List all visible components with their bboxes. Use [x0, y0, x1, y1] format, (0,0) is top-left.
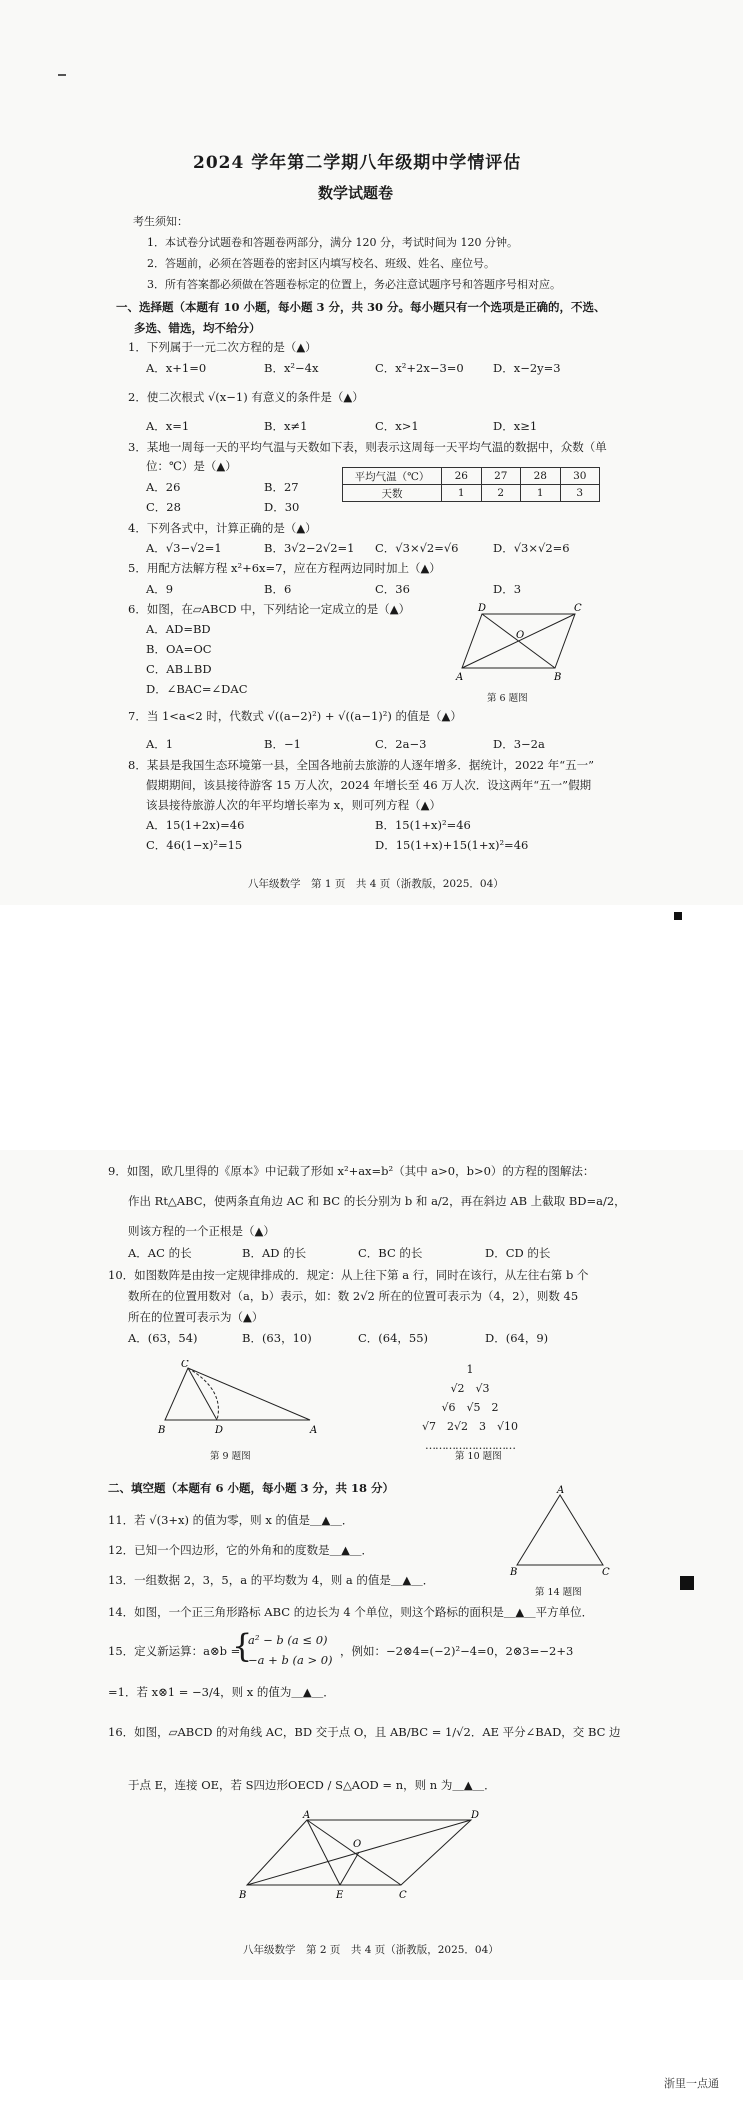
question-16: 16．如图，▱ABCD 的对角线 AC，BD 交于点 O，且 AB/BC = 1/√2．AE 平分∠BAD，交 BC 边	[108, 1725, 621, 1739]
option-a: A．x=1	[146, 419, 190, 433]
question-15: 15．定义新运算：a⊗b =	[108, 1644, 241, 1658]
option-d: D．3−2a	[493, 737, 545, 751]
page-title: 2024 学年第二学期八年级期中学情评估	[193, 153, 522, 173]
array-row: ………………………	[425, 1439, 515, 1452]
array-row: 1	[466, 1363, 474, 1376]
registration-mark	[680, 1576, 694, 1590]
option-b: B．OA=OC	[146, 642, 212, 656]
table-cell: 30	[560, 468, 600, 485]
option-a: A．√3−√2=1	[146, 541, 222, 555]
table-cell: 1	[521, 485, 561, 502]
question-8-cont: 该县接待旅游人次的年平均增长率为 x，则可列方程（▲）	[146, 798, 441, 812]
figure-caption: 第 10 题图	[455, 1451, 502, 1462]
option-a: A．x+1=0	[146, 361, 207, 375]
svg-text:B: B	[554, 672, 562, 683]
svg-text:D: D	[215, 1425, 224, 1436]
question-4: 4．下列各式中，计算正确的是（▲）	[128, 521, 317, 535]
svg-text:B: B	[510, 1567, 518, 1575]
question-11: 11．若 √(3+x) 的值为零，则 x 的值是＿▲＿．	[108, 1513, 354, 1527]
figure-q16-parallelogram	[235, 1810, 485, 1910]
page-2	[0, 1150, 743, 1980]
question-10-cont: 数所在的位置用数对（a，b）表示，如：数 2√2 所在的位置可表示为（4，2），则数 45	[128, 1289, 579, 1303]
option-b: B．6	[264, 582, 292, 596]
question-10: 10．如图数阵是由按一定规律排成的．规定：从上往下第 a 行，同时在该行，从左往右第 b 个	[108, 1268, 589, 1282]
option-b: B．x≠1	[264, 419, 308, 433]
option-a: A．15(1+2x)=46	[146, 818, 245, 832]
option-d: D．∠BAC=∠DAC	[146, 682, 248, 696]
svg-text:B: B	[239, 1890, 247, 1901]
array-row: √2 √3	[450, 1382, 490, 1395]
question-16-cont: 于点 E，连接 OE，若 S四边形OECD / S△AOD = n，则 n 为＿▲＿．	[128, 1778, 496, 1792]
option-c: C．36	[375, 582, 410, 596]
table-header: 天数	[343, 485, 442, 502]
option-d: D．CD 的长	[485, 1246, 551, 1260]
figure-q9-triangle	[155, 1360, 325, 1440]
option-d: D．3	[493, 582, 522, 596]
question-12: 12．已知一个四边形，它的外角和的度数是＿▲＿．	[108, 1543, 373, 1557]
option-b: B．(63，10)	[242, 1331, 312, 1345]
option-d: D．15(1+x)+15(1+x)²=46	[375, 838, 529, 852]
option-a: A．26	[146, 480, 181, 494]
option-a: A．(63，54)	[128, 1331, 198, 1345]
option-b: B．3√2−2√2=1	[264, 541, 355, 555]
figure-q10-number-array	[410, 1360, 530, 1455]
page-footer: 八年级数学 第 1 页 共 4 页（浙教版，2025．04）	[248, 878, 504, 890]
option-b: B．x²−4x	[264, 361, 319, 375]
option-d: D．30	[264, 500, 300, 514]
notice-item: 3．所有答案都必须做在答题卷标定的位置上，务必注意试题序号和答题序号相对应。	[147, 278, 561, 291]
option-b: B．AD 的长	[242, 1246, 307, 1260]
option-c: C．AB⊥BD	[146, 662, 212, 676]
svg-text:D: D	[471, 1810, 480, 1821]
option-d: D．x−2y=3	[493, 361, 561, 375]
table-cell: 3	[560, 485, 600, 502]
notice-item: 2．答题前，必须在答题卷的密封区内填写校名、班级、姓名、座位号。	[147, 257, 495, 270]
svg-text:A: A	[310, 1425, 318, 1436]
svg-text:C: C	[181, 1360, 189, 1370]
option-c: C．x²+2x−3=0	[375, 361, 464, 375]
section-heading: 一、选择题（本题有 10 小题，每小题 3 分，共 30 分。每小题只有一个选项是正确的，不选、	[116, 300, 606, 314]
registration-mark	[674, 912, 682, 920]
notice-heading: 考生须知：	[133, 215, 188, 228]
option-c: C．(64，55)	[358, 1331, 429, 1345]
option-d: D．x≥1	[493, 419, 538, 433]
notice-item: 1．本试卷分试题卷和答题卷两部分，满分 120 分，考试时间为 120 分钟。	[147, 236, 518, 249]
option-a: A．1	[146, 737, 174, 751]
table-cell: 26	[442, 468, 482, 485]
page-1	[0, 0, 743, 905]
option-d: D．(64，9)	[485, 1331, 549, 1345]
option-b: B．−1	[264, 737, 301, 751]
question-3-cont: 位：℃）是（▲）	[146, 459, 237, 473]
array-row: √7 2√2 3 √10	[421, 1420, 519, 1433]
svg-text:C: C	[399, 1890, 407, 1901]
option-c: C．√3×√2=√6	[375, 541, 459, 555]
option-d: D．√3×√2=6	[493, 541, 570, 555]
array-row: √6 √5 2	[441, 1401, 499, 1414]
temperature-table	[342, 467, 600, 502]
question-9: 9．如图，欧几里得的《原本》中记载了形如 x²+ax=b²（其中 a>0，b>0）的方程的图解法：	[108, 1164, 595, 1178]
question-9-cont: 则该方程的一个正根是（▲）	[128, 1224, 275, 1238]
table-cell: 28	[521, 468, 561, 485]
option-c: C．46(1−x)²=15	[146, 838, 243, 852]
option-c: C．BC 的长	[358, 1246, 423, 1260]
page-subtitle: 数学试题卷	[318, 184, 394, 202]
question-8-cont: 假期期间，该县接待游客 15 万人次，2024 年增长至 46 万人次．设这两年“五一”假期	[146, 778, 592, 792]
question-14: 14．如图，一个正三角形路标 ABC 的边长为 4 个单位，则这个路标的面积是＿▲＿平方单位．	[108, 1605, 594, 1619]
option-a: A．AD=BD	[146, 622, 211, 636]
option-c: C．x>1	[375, 419, 419, 433]
section-heading: 二、填空题（本题有 6 小题，每小题 3 分，共 18 分）	[108, 1481, 395, 1495]
figure-caption: 第 6 题图	[487, 693, 528, 704]
option-a: A．AC 的长	[128, 1246, 192, 1260]
svg-text:O: O	[516, 630, 525, 641]
svg-text:C: C	[602, 1567, 610, 1575]
svg-text:B: B	[158, 1425, 166, 1436]
question-15-cont: =1．若 x⊗1 = −3/4，则 x 的值为＿▲＿．	[108, 1685, 335, 1699]
question-1: 1．下列属于一元二次方程的是（▲）	[128, 340, 317, 354]
table-cell: 27	[481, 468, 521, 485]
question-15-tail: ，例如：−2⊗4=(−2)²−4=0，2⊗3=−2+3	[340, 1644, 574, 1658]
question-9-cont: 作出 Rt△ABC，使两条直角边 AC 和 BC 的长分别为 b 和 a/2，再在斜边 AB 上截取 BD=a/2，	[128, 1194, 626, 1208]
figure-caption: 第 9 题图	[210, 1451, 251, 1462]
question-5: 5．用配方法解方程 x²+6x=7，应在方程两边同时加上（▲）	[128, 561, 441, 575]
option-b: B．27	[264, 480, 299, 494]
section-heading: 多选、错选，均不给分）	[134, 321, 261, 335]
question-13: 13．一组数据 2，3，5，a 的平均数为 4，则 a 的值是＿▲＿．	[108, 1573, 435, 1587]
table-cell: 2	[481, 485, 521, 502]
piecewise-case-1: a² − b (a ≤ 0)	[248, 1633, 328, 1647]
question-6: 6．如图，在▱ABCD 中，下列结论一定成立的是（▲）	[128, 602, 411, 616]
question-2: 2．使二次根式 √(x−1) 有意义的条件是（▲）	[128, 390, 364, 404]
option-b: B．15(1+x)²=46	[375, 818, 471, 832]
watermark: 浙里一点通	[664, 2078, 719, 2090]
question-3: 3．某地一周每一天的平均气温与天数如下表，则表示这周每一天平均气温的数据中，众数（单	[128, 440, 607, 454]
question-10-cont: 所在的位置可表示为（▲）	[128, 1310, 264, 1324]
svg-text:A: A	[303, 1810, 311, 1821]
option-a: A．9	[146, 582, 174, 596]
svg-text:E: E	[336, 1890, 344, 1901]
option-c: C．28	[146, 500, 181, 514]
svg-text:D: D	[478, 603, 487, 614]
svg-text:C: C	[574, 603, 582, 614]
option-c: C．2a−3	[375, 737, 427, 751]
svg-text:O: O	[353, 1839, 362, 1850]
svg-text:A: A	[456, 672, 464, 683]
question-7: 7．当 1<a<2 时，代数式 √((a−2)²) + √((a−1)²) 的值是（▲）	[128, 709, 462, 723]
table-cell: 1	[442, 485, 482, 502]
question-8: 8．某县是我国生态环境第一县，全国各地前去旅游的人逐年增多．据统计，2022 年“五一”	[128, 758, 594, 772]
scan-mark	[58, 74, 66, 76]
piecewise-case-2: −a + b (a > 0)	[248, 1653, 333, 1667]
page-footer: 八年级数学 第 2 页 共 4 页（浙教版，2025．04）	[243, 1944, 499, 1956]
figure-q14-triangle	[505, 1485, 615, 1575]
piecewise-brace: {	[232, 1627, 253, 1665]
figure-caption: 第 14 题图	[535, 1587, 582, 1598]
table-header: 平均气温（℃）	[343, 468, 442, 485]
svg-text:A: A	[557, 1485, 565, 1496]
figure-q6-parallelogram	[452, 602, 592, 687]
